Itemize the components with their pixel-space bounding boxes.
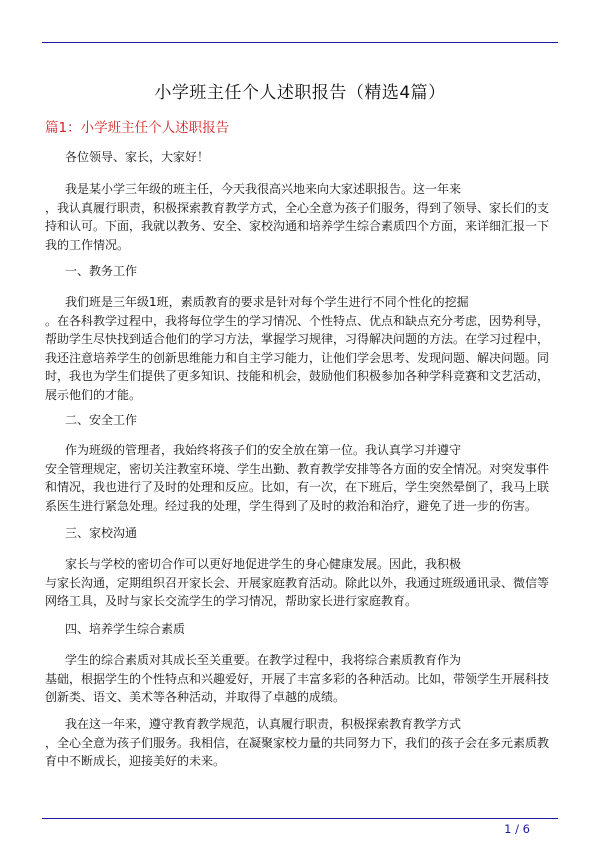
- text-line: 育中不断成长，迎接美好的未来。: [45, 754, 226, 768]
- text-line: 我们班是三年级1班，素质教育的要求是针对每个学生进行不同个性化的挖掘: [65, 295, 469, 309]
- page-number: 1 / 6: [504, 822, 530, 836]
- intro-paragraph: [45, 180, 560, 254]
- heading-safety: [45, 411, 560, 430]
- academic-paragraph: [45, 293, 560, 404]
- home-school-paragraph: [45, 555, 560, 611]
- heading-academic: [45, 262, 560, 281]
- text-line: 家长与学校的密切合作可以更好地促进学生的身心健康发展。因此，我积极: [65, 557, 462, 571]
- subheading: 一、教务工作: [65, 264, 138, 278]
- text-line: 持和认可。下面，我就以教务、安全、家校沟通和培养学生综合素质四个方面，来详细汇报一下: [45, 219, 550, 233]
- text-line: 我是某小学三年级的班主任，今天我很高兴地来向大家述职报告。这一年来: [65, 182, 462, 196]
- subheading: 二、安全工作: [65, 413, 138, 427]
- greeting-paragraph: [45, 148, 560, 167]
- text-line: 学生的综合素质对其成长至关重要。在教学过程中，我将综合素质教育作为: [65, 653, 462, 667]
- header-rule: [42, 42, 558, 43]
- heading-home-school: [45, 524, 560, 543]
- subheading: 三、家校沟通: [65, 526, 138, 540]
- text-line: 时，我也为学生们提供了更多知识、技能和机会，鼓励他们积极参加各种学科竞赛和文艺活动，: [45, 369, 550, 383]
- text-line: 系医生进行紧急处理。经过我的处理，学生得到了及时的救治和治疗，避免了进一步的伤害。: [45, 498, 538, 513]
- heading-quality: [45, 620, 560, 639]
- text-line: 基础，根据学生的个性特点和兴趣爱好，开展了丰富多彩的各种活动。比如，带领学生开展科技: [45, 671, 550, 686]
- section-heading: 篇1：小学班主任个人述职报告: [45, 120, 230, 136]
- greeting-line: 各位领导、家长，大家好！: [65, 150, 210, 164]
- subheading: 四、培养学生综合素质: [65, 622, 186, 636]
- text-line: 展示他们的才能。: [45, 387, 142, 402]
- text-line: 与家长沟通，定期组织召开家长会、开展家庭教育活动。除此以外，我通过班级通讯录、微信等: [45, 575, 550, 590]
- text-line: ，全心全意为孩子们服务。我相信，在凝聚家校力量的共同努力下，我们的孩子会在多元素质教: [45, 735, 550, 750]
- text-line: 。在各科教学过程中，我将每位学生的学习情况、个性特点、优点和缺点充分考虑，因势利导，: [45, 313, 550, 328]
- text-line: 作为班级的管理者，我始终将孩子们的安全放在第一位。我认真学习并遵守: [65, 443, 462, 457]
- text-line: 我还注意培养学生的创新思维能力和自主学习能力，让他们学会思考、发现问题、解决问题。同: [45, 350, 550, 365]
- text-line: 我在这一年来，遵守教育教学规范，认真履行职责，积极探索教育教学方式: [65, 717, 462, 731]
- text-line: 和情况，我也进行了及时的处理和反应。比如，有一次，在下班后，学生突然晕倒了，我马上联: [45, 480, 550, 494]
- text-line: 帮助学生尽快找到适合他们的学习方法，掌握学习规律，习得解决问题的方法。在学习过程中，: [45, 332, 550, 346]
- quality-paragraph: [45, 651, 560, 707]
- footer-rule: [42, 818, 558, 819]
- document-title: 小学班主任个人述职报告（精选4篇）: [154, 83, 446, 103]
- safety-paragraph: [45, 441, 560, 515]
- text-line: 我的工作情况。: [45, 237, 130, 252]
- text-line: 安全管理规定，密切关注教室环境、学生出勤、教育教学安排等各方面的安全情况。对突发事件: [45, 461, 550, 476]
- text-line: ，我认真履行职责，积极探索教育教学方式，全心全意为孩子们服务，得到了领导、家长们的支: [45, 200, 550, 215]
- conclusion-paragraph: [45, 715, 560, 771]
- text-line: 网络工具，及时与家长交流学生的学习情况，帮助家长进行家庭教育。: [45, 594, 418, 608]
- text-line: 创新类、语文、美术等各种活动，并取得了卓越的成绩。: [45, 690, 346, 704]
